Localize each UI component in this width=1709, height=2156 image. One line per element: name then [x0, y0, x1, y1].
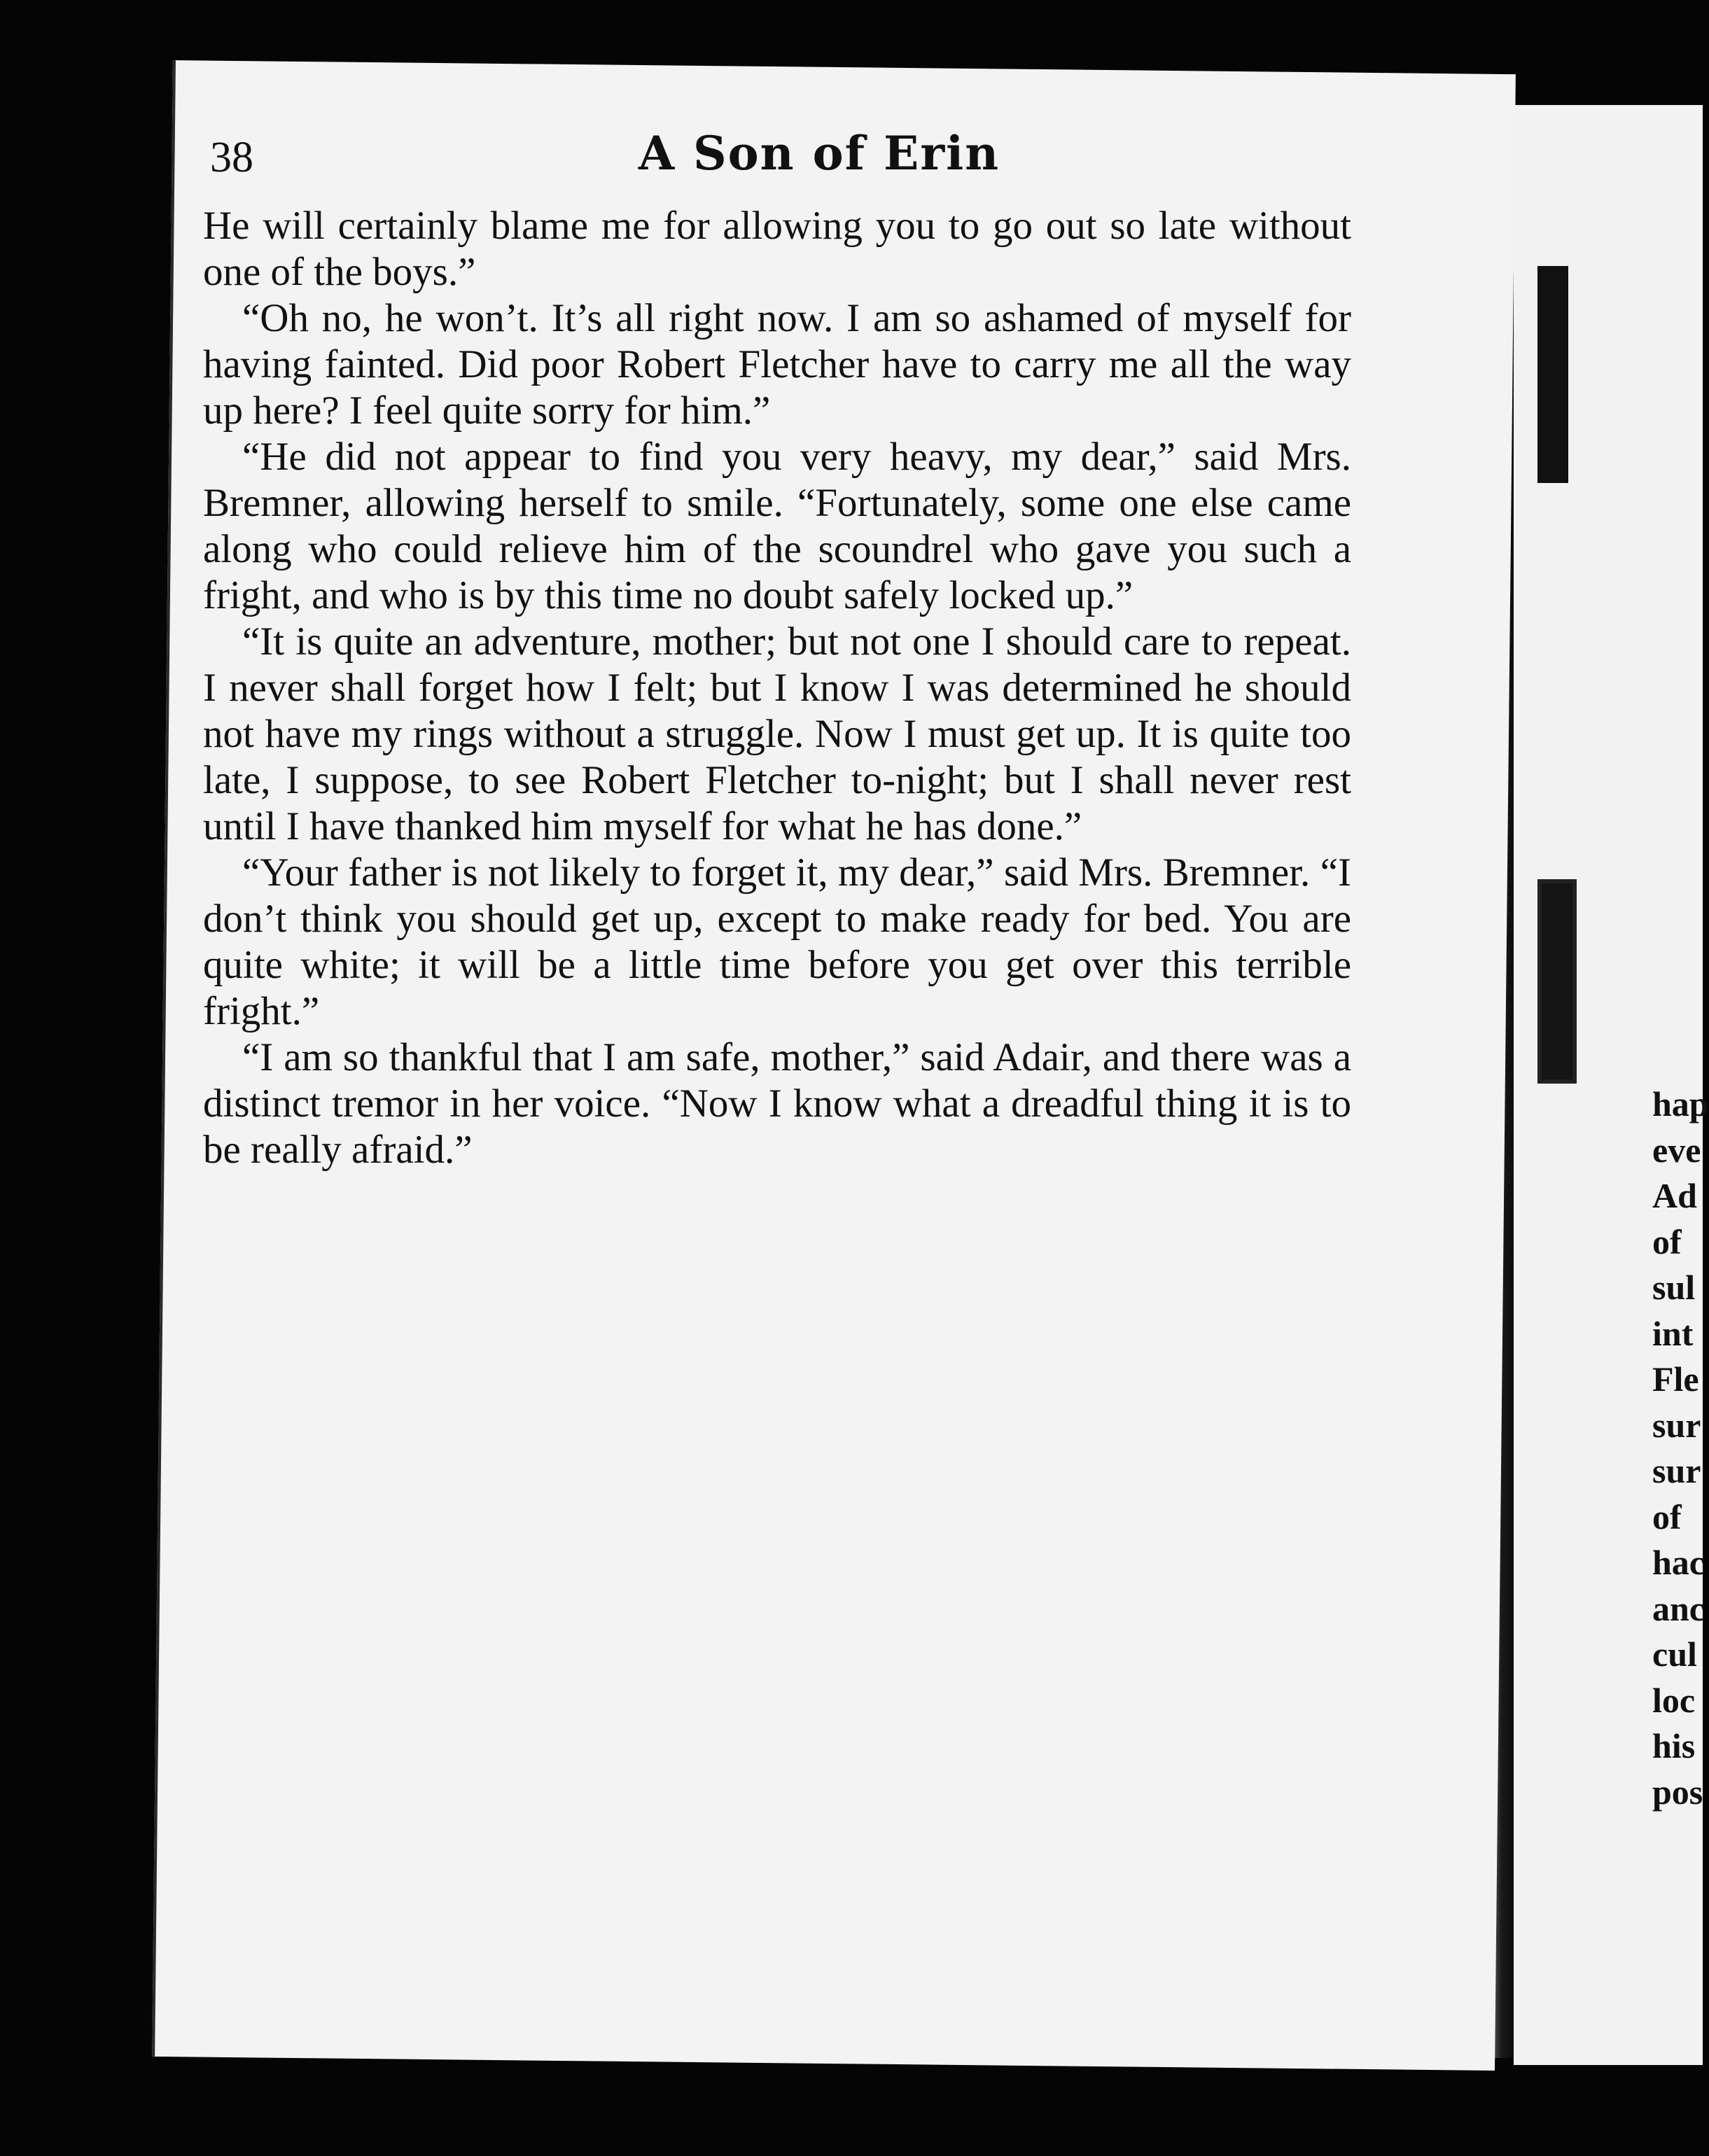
facing-line: his [1652, 1726, 1696, 1765]
facing-line: cul [1652, 1634, 1697, 1674]
facing-line: loc [1652, 1680, 1696, 1720]
facing-line: pos [1652, 1772, 1703, 1812]
facing-line: sur [1652, 1451, 1701, 1490]
facing-line: eve [1652, 1130, 1701, 1170]
facing-line: Fle [1652, 1359, 1699, 1399]
facing-line: int [1652, 1313, 1694, 1353]
facing-line: sur [1652, 1405, 1701, 1445]
paragraph: “It is quite an adventure, mother; but not one I should care to repeat. I never shall forget how I felt; but I know I was determined he should not have my rings without a struggle. Now I must get up. It is quite too late, I suppose, to see Robert Fletcher to-night; but I shall never rest until I have thanked him myself for what he has done.” [203, 620, 1351, 848]
paragraph: “He did not appear to find you very heavy, my dear,” said Mrs. Bremner, allowing herself to smile. “Fortunately, some one else came along who could relieve him of the scoundrel who gave you such a fright, and who is by this time no doubt safely locked up.” [203, 435, 1351, 617]
facing-line: of [1652, 1222, 1682, 1261]
running-title: A Son of Erin [638, 126, 1000, 181]
facing-page-drop-cap [1537, 879, 1577, 1084]
facing-line: hac [1652, 1543, 1705, 1582]
facing-line: sul [1652, 1268, 1696, 1307]
page-number: 38 [210, 134, 253, 181]
facing-page-ornament [1537, 266, 1568, 483]
paragraph: “I am so thankful that I am safe, mother,” said Adair, and there was a distinct tremor in her voice. “Now I know what a dreadful thing it is to be really afraid.” [203, 1035, 1351, 1172]
page-body-text [203, 203, 1351, 1173]
facing-line: anc [1652, 1588, 1705, 1628]
facing-line: Ad [1652, 1176, 1697, 1215]
facing-line: hap [1652, 1084, 1709, 1124]
paragraph: He will certainly blame me for allowing you to go out so late without one of the boys.” [203, 204, 1351, 294]
facing-page-text [1652, 1082, 1708, 1815]
page-header [210, 126, 1344, 203]
paragraph: “Your father is not likely to forget it, my dear,” said Mrs. Bremner. “I don’t think you should get up, except to make ready for bed. You are quite white; it will be a little time before you get over this terrible fright.” [203, 850, 1351, 1033]
paragraph: “Oh no, he won’t. It’s all right now. I am so ashamed of myself for having fainted. Did poor Robert Fletcher have to carry me all the way up here? I feel quite sorry for him.” [203, 296, 1351, 433]
facing-line: of [1652, 1497, 1682, 1536]
